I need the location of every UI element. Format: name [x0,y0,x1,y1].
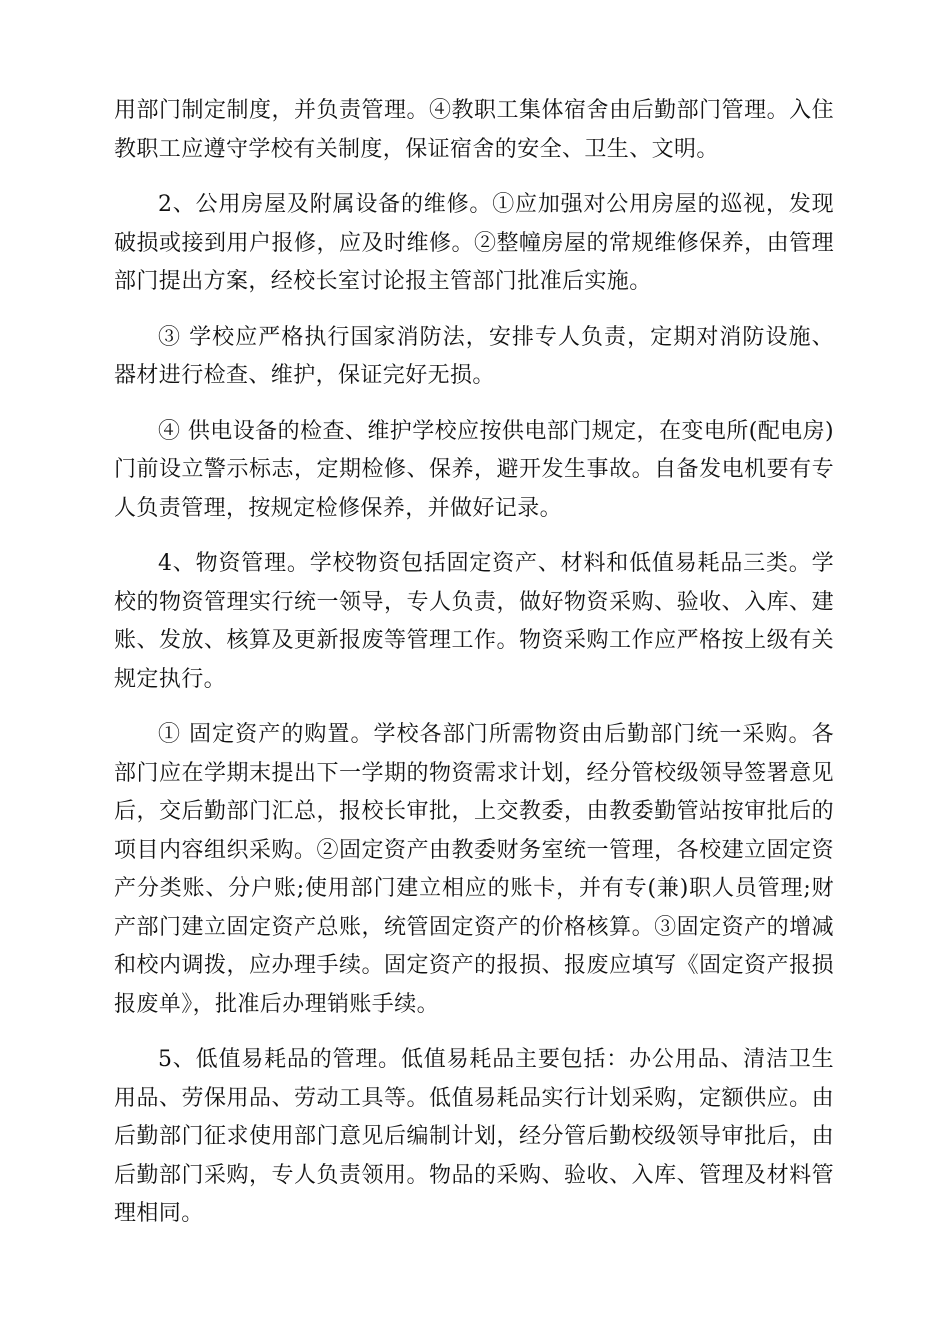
paragraph-fire-safety: ③ 学校应严格执行国家消防法，安排专人负责，定期对消防设施、器材进行检查、维护，保证完好无损。 [114,324,834,388]
paragraph-fixed-assets: ① 固定资产的购置。学校各部门所需物资由后勤部门统一采购。各部门应在学期末提出下一学期的物资需求计划，经分管校级领导签署意见后，交后勤部门汇总，报校长审批，上交教委，由教委勤管站按审批后的项目内容组织采购。②固定资产由教委财务室统一管理，各校建立固定资产分类账、分户账;使用部门建立相应的账卡，并有专(兼)职人员管理;财产部门建立固定资产总账，统管固定资产的价格核算。③固定资产的增减和校内调拨，应办理手续。固定资产的报损、报废应填写《固定资产报损报废单》，批准后办理销账手续。 [114,722,834,1017]
paragraph-building-repair: 2、公用房屋及附属设备的维修。①应加强对公用房屋的巡视，发现破损或接到用户报修，应及时维修。②整幢房屋的常规维修保养，由管理部门提出方案，经校长室讨论报主管部门批准后实施。 [114,192,834,294]
document-page [114,92,834,1251]
paragraph-power-equipment: ④ 供电设备的检查、维护学校应按供电部门规定，在变电所(配电房)门前设立警示标志，定期检修、保养，避开发生事故。自备发电机要有专人负责管理，按规定检修保养，并做好记录。 [114,418,834,521]
paragraph-consumables: 5、低值易耗品的管理。低值易耗品主要包括：办公用品、清洁卫生用品、劳保用品、劳动工具等。低值易耗品实行计划采购，定额供应。由后勤部门征求使用部门意见后编制计划，经分管后勤校级领导审批后，由后勤部门采购，专人负责领用。物品的采购、验收、入库、管理及材料管理相同。 [114,1047,834,1226]
paragraph-materials-management: 4、物资管理。学校物资包括固定资产、材料和低值易耗品三类。学校的物资管理实行统一领导，专人负责，做好物资采购、验收、入库、建账、发放、核算及更新报废等管理工作。物资采购工作应严格按上级有关规定执行。 [114,551,834,692]
paragraph-continuation: 用部门制定制度，并负责管理。④教职工集体宿舍由后勤部门管理。入住教职工应遵守学校有关制度，保证宿舍的安全、卫生、文明。 [114,98,834,162]
